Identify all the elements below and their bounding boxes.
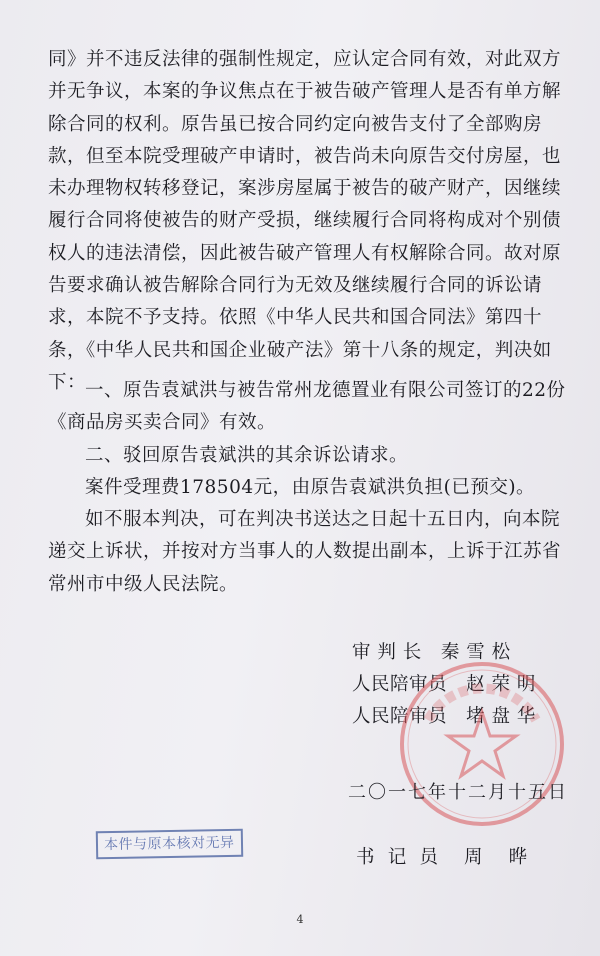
body-paragraph: 同》并不违反法律的强制性规定，应认定合同有效，对此双方并无争议，本案的争议焦点在于被告破产管理人是否有单方解除合同的权利。原告虽已按合同约定向被告支付了全部购房款，但至本院受理破产申请时，被告尚未向原告交付房屋，也未办理物权转移登记，案涉房屋属于被告的破产财产，因继续履行合同将使被告的财产受损，继续履行合同将构成对个别债权人的违法清偿，因此被告破产管理人有权解除合同。故对原告要求确认被告解除合同行为无效及继续履行合同的诉讼请求，本院不予支持。依照《中华人民共和国合同法》第四十条，《中华人民共和国企业破产法》第十八条的规定，判决如下： <box>48 49 562 393</box>
court-fee-line: 案件受理费178504元，由原告袁斌洪负担(已预交)。 <box>85 477 536 498</box>
appeal-paragraph: 如不服本判决，可在判决书送达之日起十五日内，向本院递交上诉状，并按对方当事人的人数提出副本，上诉于江苏省常州市中级人民法院。 <box>48 509 562 595</box>
judgment-item-1: 一、原告袁斌洪与被告常州龙德置业有限公司签订的22份《商品房买卖合同》有效。 <box>48 380 566 434</box>
clerk-signature: 书 记 员 周 晔 <box>356 847 528 868</box>
chief-judge-signature: 审 判 长 秦 雪 松 <box>352 642 511 663</box>
page-number: 4 <box>296 913 304 926</box>
juror-1-signature: 人民陪审员 赵 荣 明 <box>352 674 536 695</box>
judgment-item-2: 二、驳回原告袁斌洪的其余诉讼请求。 <box>85 445 409 466</box>
juror-2-signature: 人民陪审员 堵 盘 华 <box>352 706 536 727</box>
verification-stamp: 本件与原本核对无异 <box>96 829 243 860</box>
judgment-date: 二〇一七年十二月十五日 <box>348 782 568 803</box>
